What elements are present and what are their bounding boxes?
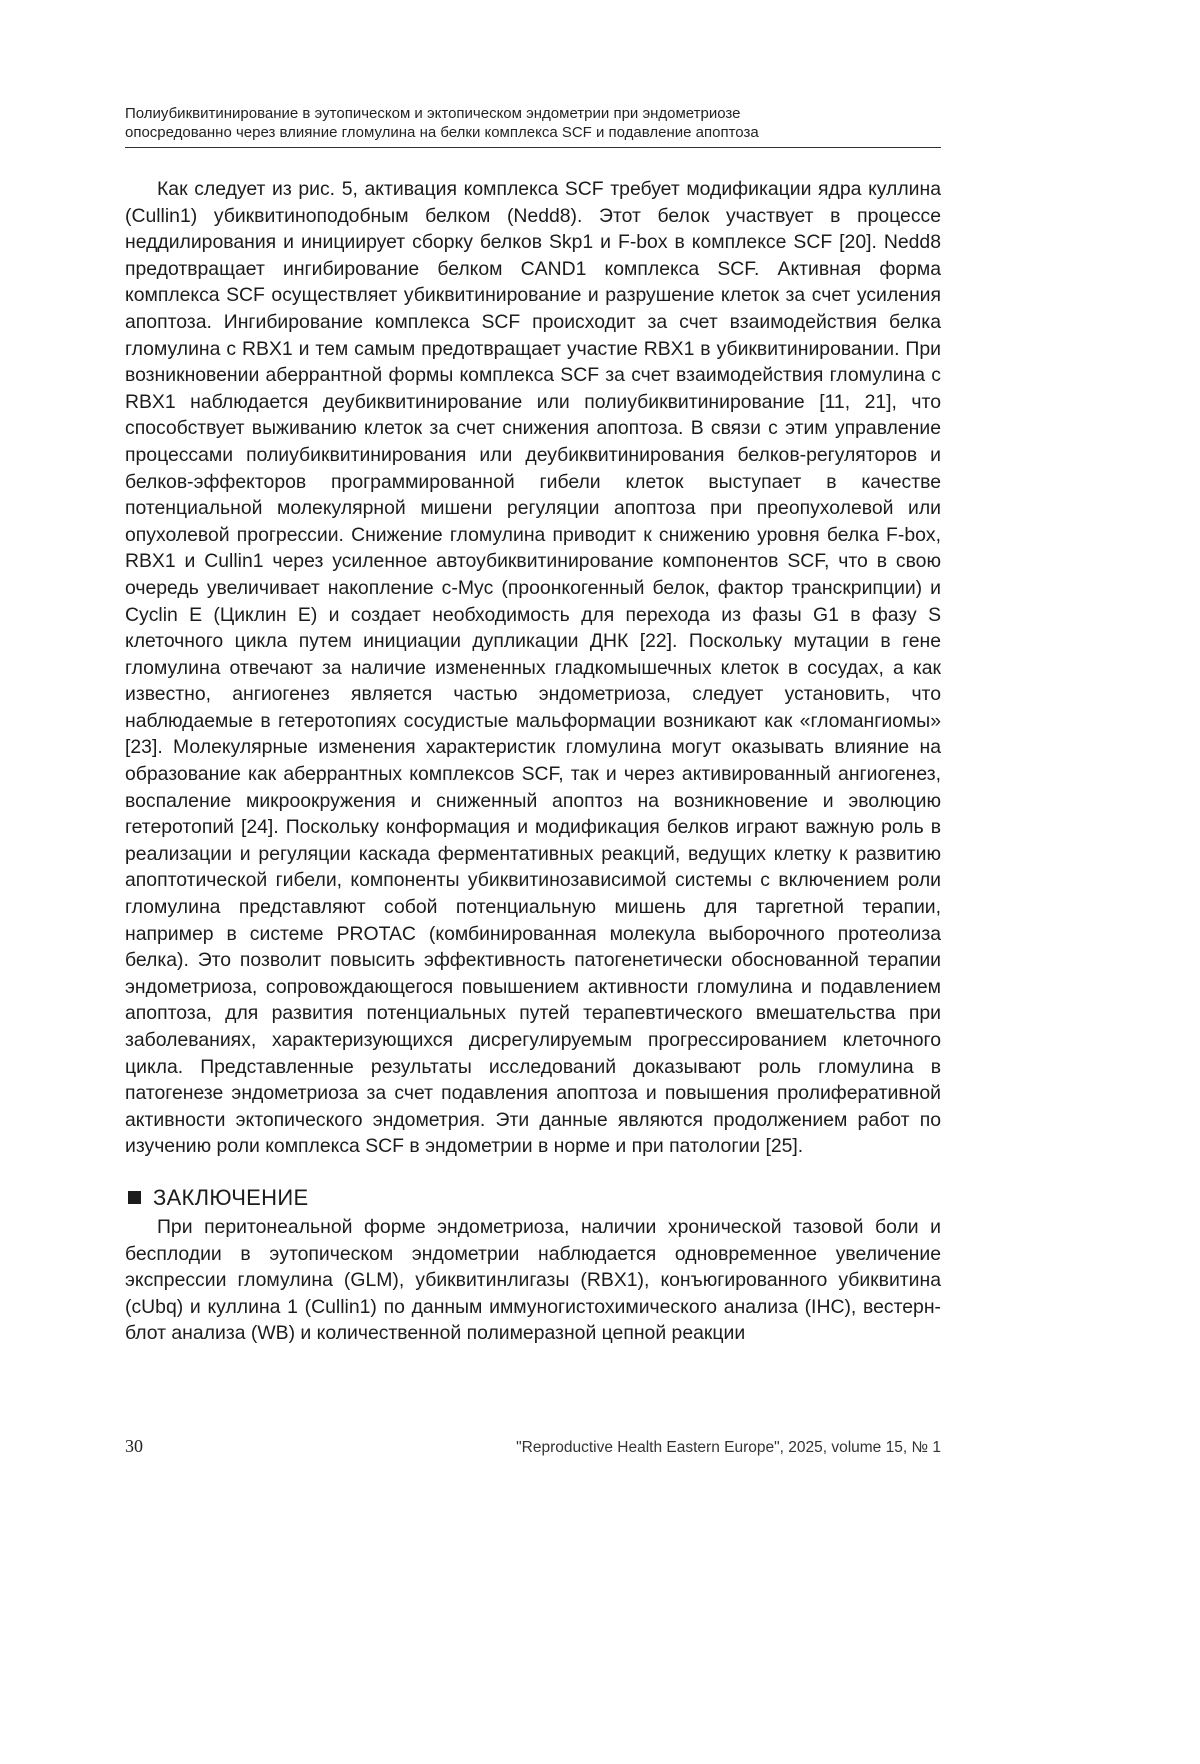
page-number: 30: [125, 1436, 143, 1456]
journal-page: [125, 104, 941, 1504]
body-paragraph: Как следует из рис. 5, активация комплекса SCF требует модификации ядра куллина (Cullin1) убиквитиноподобным белком (Nedd8). Этот белок участвует в процессе неддилирования и инициирует сборку белков Skp1 и F-box в комплексе SCF [20]. Nedd8 предотвращает ингибирование белком CAND1 комплекса SCF. Активная форма комплекса SCF осуществляет убиквитинирование и разрушение клеток за счет усиления апоптоза. Ингибирование комплекса SCF происходит за счет взаимодействия белка гломулина с RBX1 и тем самым предотвращает участие RBX1 в убиквитинировании. При возникновении аберрантной формы комплекса SCF за счет взаимодействия гломулина с RBX1 наблюдается деубиквитинирование или полиубиквитинирование [11, 21], что способствует выживанию клеток за счет снижения апоптоза. В связи с этим управление процессами полиубиквитинирования или деубиквитинирования белков-регуляторов и белков-эффекторов программированной гибели клеток выступает в качестве потенциальной молекулярной мишени регуляции апоптоза при преопухолевой или опухолевой прогрессии. Снижение гломулина приводит к снижению уровня белка F-box, RBX1 и Cullin1 через усиленное автоубиквитинирование компонентов SCF, что в свою очередь увеличивает накопление c-Myc (проонкогенный белок, фактор транскрипции) и Cyclin E (Циклин E) и создает необходимость для перехода из фазы G1 в фазу S клеточного цикла путем инициации дупликации ДНК [22]. Поскольку мутации в гене гломулина отвечают за наличие измененных гладкомышечных клеток в сосудах, а как известно, ангиогенез является частью эндометриоза, следует установить, что наблюдаемые в гетеротопиях сосудистые мальформации возникают как «гломангиомы» [23]. Молекулярные изменения характеристик гломулина могут оказывать влияние на образование как аберрантных комплексов SCF, так и через активированный ангиогенез, воспаление микроокружения и сниженный апоптоз на возникновение и эволюцию гетеротопий [24]. Поскольку конформация и модификация белков играют важную роль в реализации и регуляции каскада ферментативных реакций, ведущих клетку к развитию апоптотической гибели, компоненты убиквитинозависимой системы с включением роли гломулина представляют собой потенциальную мишень для таргетной терапии, например в системе PROTAC (комбинированная молекула выборочного протеолиза белка). Это позволит повысить эффективность патогенетически обоснованной терапии эндометриоза, сопровождающегося повышением активности гломулина и подавлением апоптоза, для развития потенциальных путей терапевтического вмешательства при заболеваниях, характеризующихся дисрегулируемым прогрессированием клеточного цикла. Представленные результаты исследований доказывают роль гломулина в патогенезе эндометриоза за счет подавления апоптоза и повышения пролиферативной активности эктопического эндометрия. Эти данные являются продолжением работ по изучению роли комплекса SCF в эндометрии в норме и при патологии [25].: [125, 178, 941, 1158]
main-text: [125, 176, 941, 1160]
conclusion-heading: [125, 1184, 941, 1212]
running-header-line-1: Полиубиквитинирование в эутопическом и эктопическом эндометрии при эндометриозе: [125, 105, 741, 122]
page-footer: [125, 1436, 941, 1457]
conclusion-heading-text: ЗАКЛЮЧЕНИЕ: [153, 1184, 309, 1210]
running-header: [125, 104, 941, 148]
section-bullet-square-icon: [128, 1191, 141, 1204]
conclusion-paragraph: При перитонеальной форме эндометриоза, наличии хронической тазовой боли и бесплодии в эутопическом эндометрии наблюдается одновременное увеличение экспрессии гломулина (GLM), убиквитинлигазы (RBX1), конъюгированного убиквитина (cUbq) и куллина 1 (Cullin1) по данным иммуногистохимического анализа (IHC), вестерн-блот анализа (WB) и количественной полимеразной цепной реакции: [125, 1215, 941, 1345]
running-header-line-2: опосредованно через влияние гломулина на белки комплекса SCF и подавление апоптоза: [125, 124, 759, 141]
journal-citation: "Reproductive Health Eastern Europe", 2025, volume 15, № 1: [516, 1439, 941, 1456]
conclusion-text: [125, 1214, 941, 1347]
